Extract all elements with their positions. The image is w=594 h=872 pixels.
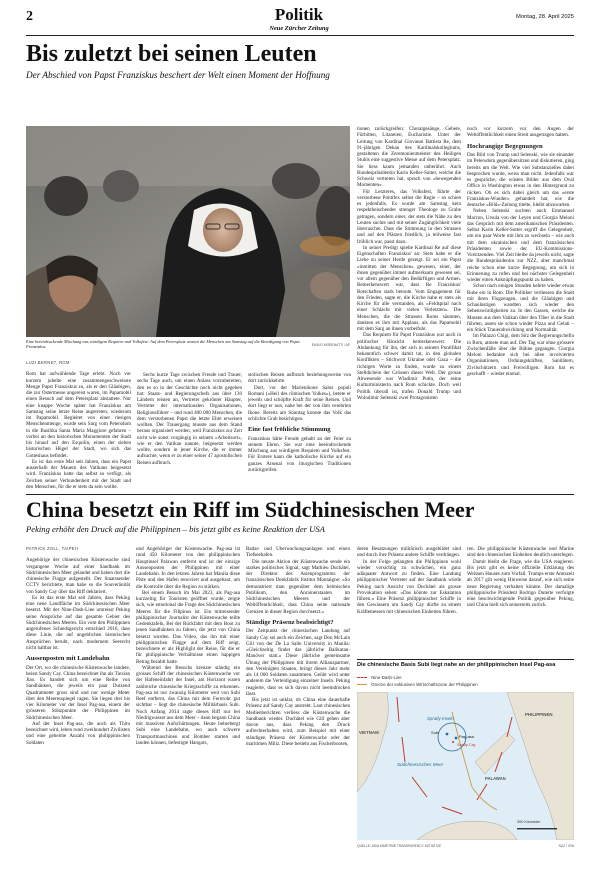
paragraph: und Angehöriger der Küstenwache. Pag-asa ist rund 450 Kilometer von den philippinischen Hauptinsel Palawan entfernt und ist der einzige Aussenposten der Philippinen mit einer Landebahn. In den letzten Jahren hat Manila diese Piste und den Hafen renoviert und ausgebaut, um die Kontrolle über die Region zu stärken.	[136, 546, 240, 590]
label-sea: Südchinesisches Meer	[397, 762, 444, 767]
paragraph: Neben Selenski suchten auch Emmanuel Macron, Ursula von der Leyen und Giorgia Meloni das Gespräch mit dem amerikanischen Präsidenten. Selbst Karin Keller-Sutter ergriff die Gelegenheit, um ein paar Worte mit ihm zu wechseln – wie auch mit dem ukrainischen und dem französischen Präsidenten sowie der EU-Kommissions-Vorsitzenden. Viel Zeit bleibe da jeweils nicht, sagte die Bundespräsidentin zur NZZ, aber manchmal reiche schon eine kurze Begegnung, um sich in Erinnerung zu rufen und bei nächster Gelegenheit wieder einen Anknüpfungspunkt zu haben.	[467, 208, 574, 283]
article2-column-4	[357, 546, 461, 654]
legend-item-nine-dash	[357, 675, 574, 682]
article2-column-5	[467, 546, 574, 654]
header-rule	[26, 35, 574, 36]
subheading: Hochrangige Begegnungen	[467, 142, 543, 150]
sandy-cay-marker	[452, 741, 454, 743]
map-credit: NZZ / JSN	[558, 844, 574, 848]
article1-column-5	[467, 126, 574, 490]
headline-china: China besetzt ein Riff im Südchinesischen Meer	[26, 497, 475, 522]
pagasa-marker	[455, 737, 458, 740]
legend-swatch-red	[357, 677, 367, 678]
photo-nun-petersplatz	[26, 126, 350, 337]
nun-photo-illustration	[26, 126, 350, 337]
subheading: Ständige Präsenz beabsichtigt?	[246, 618, 334, 626]
paragraph: Schon nach einigen Stunden kehrte wieder etwas Ruhe ein in Rom. Die Politiker verliessen die Stadt mit ihren Flugzeugen, und die Gläubigen und Schaulustigen wandten sich wieder den Sehenswürdigkeiten zu. In den Gassen, welche die Massen aus dem Vatikan über den Tiber in die Stadt führten, assen sie schon wieder Pizza und Gelati – ein Stück Trauerabwicklung und Normalität.	[467, 283, 574, 333]
paragraph: Auf der Insel Pag-asa, die auch als Thitu bezeichnet wird, leben rund zweihundert Zivilisten und eine geheime Anzahl von philippinischen Soldaten	[26, 720, 130, 746]
map	[357, 692, 574, 840]
subheading: Eine fast fröhliche Stimmung	[248, 426, 331, 433]
article2-column-2	[136, 546, 240, 860]
legend-item-eez	[357, 682, 574, 689]
byline-china: PATRICK ZOLL, TAIPEH	[26, 546, 79, 551]
paragraph: Der Zeitpunkt der chinesischen Landung auf Sandy Cay sei auch ein Zeichen, sagt Don McLain Gill von der De La Salle University in Manila: «Gleichzeitig findet das jährliche Balikatan-Manöver statt.» Diese jährliche gemeinsame Übung der Philippinen mit ihrem Allianzpartner, den Vereinigten Staaten, bringt dieses Jahr mehr als 14 000 Soldaten zusammen. Geübt wird unter anderem die Verteidigung einzelner Inseln. Peking reagierte, dass es sich davon nicht beeindrucken lässt.	[246, 628, 350, 697]
legend-swatch-gold	[357, 684, 367, 685]
paragraph: Bei einem Besuch im Mai 2023, als Pag-asa kurzzeitig für Touristen geöffnet wurde, zeigte sich, wie emotional die Frage des Südchinesischen Meeres für die Filipinos ist. Ein mitreisender philippinischer Journalist der Küstenwache teilte Gedenktafeln, Bei der Rückfahrt mit dem Boot zu jenen Sandbänken zu fahren, die jetzt von China besetzt wurden. Das Video, das ihn mit einer philippinischen Flagge auf dem Riff zeigt, bezeichnete er als Highlight der Reise, für die er für philippinische Verhältnisse einen happigen Betrag bezahlt hatte.	[136, 589, 240, 665]
photo-caption: Eine beeindruckende Mischung aus würdigem Requiem und Volksfest: Auf dem Petersplatz warten die Menschen am Samstag auf die Beerdigung von Papst Franziskus.	[26, 339, 300, 350]
label-philippinen: PHILIPPINEN	[525, 712, 553, 717]
date: Montag, 28. April 2025	[515, 14, 574, 20]
paragraph: In seiner Predigt spielte Kardinal Re auf diese Eigenschaften Franziskus' an: Stets habe er die Liebe zu seiner Herde gezeigt. Er sei ein Papst «inmitten der Menschen» gewesen, einer, der ihnen gegenüber immer aufmerksam gewesen sei, vor allem gegenüber den Bedürftigen und Armen. Bemerkenswert war, dass Re Franziskus' Botschaften stark betonte. Vom Engagement für den Frieden, sagte er, die Kirche habe er stets als Kirche für alle verstanden, als «Feldspital nach einer Schlacht mit vielen Verletzten». Die Menschen, die die Strassen Roms säumten, dankten es ihm mit Applaus, als das Papamobil mit dem Sarg an ihnen vorbeifuhr.	[357, 244, 461, 332]
subheadline-china: Peking erhöht den Druck auf die Philippinen – bis jetzt gibt es keine Reaktion der USA	[26, 524, 325, 534]
paragraph: Angehörige der chinesischen Küstenwache sind vergangene Woche auf einer Sandbank im Südchinesischen Meer gelandet und haben dort die chinesische Flagge aufgestellt. Der Staatssender CCTV berichtete, man habe so die Souveränität von Sandy Cay über das Riff deklariert.	[26, 557, 130, 595]
article-divider	[26, 494, 574, 495]
legend-label: Grenze der exklusiven Wirtschaftszone der Philippinen	[371, 682, 478, 687]
article2-column-1	[26, 546, 130, 860]
paragraph: Der Ort, wo die chinesische Küstenwache landete, heisst Sandy Cay. China bezeichnet ihn als Tiexian Jiao. Es handelt sich um eine Reihe von Sandbänken, die jeweils ein paar Dutzend Quadratmeter gross sind und nur wenige Meter über den Meeresspiegel ragen. Sie liegen drei bis vier Kilometer vor der Insel Pag-asa, einem der grösseren Stützpunkte der Philippinen im Südchinesischen Meer.	[26, 664, 130, 721]
article1-column-3	[248, 372, 351, 490]
paragraph: Das Requiem für Papst Franziskus war auch in politischer Hinsicht bemerkenswert. Die Abdankung für ihn, der sich in seinem Pontifikat bekanntlich schwer damit tat, in den globalen Konflikten – Stichwort Ukraine oder Gaza – die richtigen Worte zu finden, wurde zu einem Stelldichein der Grössen dieser Welt. Der grosse Abwesende war Wladimir Putin, der seine Kulturministerin nach Rom schickte. Doch weil Politik überall ist, trafen Donald Trump und Wolodimir Selenski zwei Protagonisten	[357, 332, 461, 401]
paragraph: Damit bleibt die Frage, wie die USA reagieren. Bis jetzt gibt es keine offizielle Erklärung des Weissen Hauses zum Vorfall. Trumps erste Amtszeit ab 2017 gilt wenig Hinweise darauf, wie sich seine neue Regierung verhalten könnte. Der damalige philippinische Präsident Rodrigo Duterte verfolgte eine beschwichtigende Politik gegenüber Peking, und China hielt sich seinerseits zurück.	[467, 558, 574, 609]
paragraph: noch vor kurzem vor den Augen der Weltöffentlichkeit einen Streit ausgetragen hatten.	[467, 126, 574, 139]
paragraph: Radar- und Überwachungsanlagen und einen Tiefseehafen.	[246, 546, 350, 559]
article2-column-3	[246, 546, 350, 860]
label-palawan: PALAWAN	[485, 776, 506, 781]
subheading: Aussenposten mit Landebahn	[26, 655, 110, 662]
legend-label: Nine-Dash-Line	[371, 675, 402, 680]
photo-credit: EMILIO MORENATTI / AP	[311, 343, 350, 347]
label-sandy-cay: Sandy Cay	[457, 743, 476, 747]
headline-pope: Bis zuletzt bei seinen Leuten	[26, 41, 317, 67]
subi-marker	[446, 733, 449, 736]
paragraph: Das Bild von Trump und Selenski, wie sie einander im Petersdom gegenübersitzen und diskutieren, ging bereits um die Welt. Wie viel Substanzielles dabei besprochen wurde, weiss man nicht. Jedenfalls war es gespräche, die wüsten Bilder aus dem Oval Office in Washington etwas in den Hintergrund zu rücken. Ob es sich dabei gleich um das «erste Franziskus-Wunder» gehandelt hat, wie die deutsche «Bild»-Zeitung titelte, bleibt abzuwarten.	[467, 152, 574, 208]
paragraph: Die neuste Aktion der Küstenwache sende ein starkes politisches Signal, sagt Mathieu Duchâtel, der Direktor des Asienprogramms der französischen Denkfabrik Institut Montaigne: «So demonstriert man gegenüber dem heimischen Publikum, den Anrainerstaaten im Südchinesischen Meeres und der Weltöffentlichkeit, dass China seine nationale Grenzen in dieser Region durchsetzt.»	[246, 558, 350, 615]
label-subi: Subi	[431, 730, 440, 735]
label-pagasa: Pag-asa	[459, 734, 474, 739]
label-scale: 300 Kilometer	[517, 820, 541, 824]
map-source: QUELLE: ASIA MARITIME TRANSPARENCY INITIATIVE	[357, 844, 442, 848]
paragraph: Rom hat aufwühlende Tage erlebt. Noch vor kurzem jubelte eine zusammengeschweisste Menge Papst Franziskus zu, als er den Gläubigen, die zur Ostermesse angereist waren, im Papamobil einen Besuch auf dem Petersplatz abstattete. Nur eine knappe Woche später hat Franziskus am Samstag seine letzte Reise angetreten, wiederum im Papamobil. Begleitet von einer riesigen Menschenmenge, wurde sein Sarg vom Petersdom in die Basilika Santa Maria Maggiore gefahren – vorbei an den historischen Monumenten der Stadt bis hinauf auf den Esquilin, einen der sieben historischen Hügel der Stadt, wo sich das Gotteshaus befindet.	[26, 371, 131, 459]
section-title: Politik	[274, 5, 324, 24]
scale-bar	[517, 828, 557, 829]
paragraph: stolischen Reisen aufbrach beziehungsweise von dort zurückkehrte.	[248, 372, 351, 385]
paragraph: ren. Die philippinische Küstenwache und Marine sind den chinesischen Einheiten deutlich unterlegen.	[467, 546, 574, 559]
map-legend	[357, 675, 574, 689]
paragraph: Bis jetzt ist unklar, ob China eine dauerhafte Präsenz auf Sandy Cay anstrebt. Laut chinesischen Medienberichten verliess die Küstenwache die Sandbank wieder. Duchâtel wie Gill gehen aber davon aus, dass Peking den Druck aufrechterhalten wird, zum Beispiel mit einer ständigen Präsenz der Küstenwache oder der maritimen Miliz. Diese besteht aus Fischerbooten,	[246, 697, 350, 747]
paragraph: Sechs kurze Tage zwischen Freude und Trauer, sechs Tage auch, um einen Anlass vorzubereiten, den es so in der Geschichte noch nicht gegeben hat: Staats- und Regierungschefs aus über 130 Ländern reisten an, Vertreter gekrönter Häupter, Vertreter der internationalen Organisationen, Religionsführer – und rund 400 000 Menschen, die dem verstorbenen Papst die letzte Ehre erweisen wollten. Der Trauergang musste aus dem Stand heraus organisiert werden, weil Franziskus zur Zeit nicht wie sonst vorgängig in seinem »Arbeitsort«, wie er den Vatikan nannte, beigesetzt werden wollte, sondern in jener Kirche, die er immer aufsuchte, wenn er zu einer seiner 47 apostolischen Reisen aufbrach.	[137, 372, 242, 466]
article1-column-4	[357, 126, 461, 490]
paragraph: Es ist das erste Mal seit Jahren, dass Peking eine neue Landfläche im Südchinesischen Meer besetzt. Mit der Nine-Dash-Line umreisst Peking seine Ansprüche auf das gesamte Gebiet des Südchinesischen Meeres. Ein vom den Philippinen angerufenes Schiedsgericht entschied 2016, dass diese Linie, die auf angeblichen historischen Ansprüchen beruht, nach modernem Seerecht nicht haltbar ist.	[26, 594, 130, 651]
map-title: Die chinesische Basis Subi liegt nahe an der philippinischen Insel Pag-asa	[357, 659, 574, 668]
label-vietnam: VIETNAM	[359, 730, 379, 735]
paragraph: tionen zurückgreifen: Choralgesänge, Gebete, Fürbitten, Litaneien, Eucharistie. Unter der Leitung von Kardinal Giovanni Battista Re, dem 91-jährigen Dekan des Kardinalskollegiums, gestalteten die Zeremonienmeister des Heiligen Stuhls eine suggestive Messe auf dem Petersplatz. Sie liess kaum jemanden unberührt. Auch Bundespräsidentin Karin Keller-Sutter, welche die Schweiz vertreten hat, sprach von «bewegenden Momenten».	[357, 126, 461, 189]
page-number: 2	[26, 9, 33, 24]
paragraph: Franziskus hätte Freude gehabt an der Feier zu seinem Ehren. Sie war eine beeindruckende Mischung aus würdigem Requiem und Volksfest. Für Erstere kann die katholische Kirche auf ein ganzes Arsenal von liturgischen Traditionen zurückgreifen.	[248, 435, 351, 473]
paragraph: Für Letzteres, das Volksfest, führte der verstorbene Pontifex selbst die Regie – so schien es jedenfalls. Es wurde am Samstag kein respektheischender strenger Theologe zu Grabe getragen, sondern einer, der stets die Nähe zu den Leuten suchte und mit seiner Zugänglichkeit viele überraschte. Dass die Stimmung in den Strassen und auf den Plätzen friedlich, ja teilweise fast fröhlich war, passt dazu.	[357, 188, 461, 245]
paragraph: Es ist das erste Mal seit Jahren, dass ein Papst ausserhalb der Mauern des Vatikans beigesetzt wird. Franziskus hatte das selbst so verfügt, als Zeichen seiner Verbundenheit mit der Stadt und den Menschen, für die er stets da sein wollte.	[26, 458, 131, 490]
paragraph: Dort, vor der Marienikone Salus populi Romani («Heil des römischen Volkes»), betete er jeweils und schöpfte Kraft für seine Reisen. Und dort liegt er nun, nahe bei der von ihm verehrten Ikone. Bereits am Sonntag konnte das Volk das schlichte Grab besichtigen.	[248, 384, 351, 422]
paragraph: deren Besatzungen militärisch ausgebildet sind und durch ihre Präsenz andere Schiffe verdrängen.	[357, 546, 461, 559]
masthead: Neue Zürcher Zeitung	[269, 25, 329, 32]
paragraph: Während des Besuchs kreuzte ständig ein grosses Schiff der chinesischen Küstenwache vor der Hafeneinfahrt der Insel, am Horizont waren zahlreiche chinesische Kriegsschiffe zu erkennen. Pag-asa ist nur zwanzig Kilometer weit von Subi Reef entfernt, das China mit dem Fernrohr gut sichtbar – liegt die chinesische Militärbasis Subi. Noch Anfang 2014 ragte dieses Riff nur bei Niedrigwasser aus dem Meer – dann begann China mit massiven Aufschüttungen. Heute beherbergt Subi eine Landebahn, wo auch schwere Transportmaschinen und Bomber starten und landen können, befestigte Hangars,	[136, 664, 240, 746]
paragraph: Im Palazzo Chigi, dem Sitz der Regierungschefin in Rom, atmete man auf. Der Tag war ohne grössere Zwischenfälle über die Bühne gegangen. Giorgia Meloni bedankte sich bei allen involvierten Organisationen, Ordnungskräften, Sanitätern, Zivilschützern und Freiwilligen. Rom hat es geschafft – wieder einmal.	[467, 333, 574, 377]
article1-column-2	[137, 372, 242, 490]
paragraph: In der Folge gelangten die Philippinen wohl wieder vorsichtig zu schwächen, ein ganz adäquater Antwort zu finden. Eine Landung philippinischer Vertreter auf der Sandbank würde Peking nach Ansicht von Duchâtel als grosse Provokation sehen: «Das könnte zur Eskalation führen.» Eine Präsenz philippinischer Schiffe in den Gewässern um Sandy Cay dürfte zu einem Kräftemessen mit chinesischen Einheiten führen.	[357, 558, 461, 615]
subheadline-pope: Der Abschied von Papst Franziskus beschert der Welt einen Moment der Hoffnung	[26, 70, 330, 80]
label-spratly: Spratly-Inseln	[427, 716, 454, 721]
article1-column-1	[26, 360, 131, 490]
byline-pope: LUZI BERNET, ROM	[26, 360, 70, 365]
